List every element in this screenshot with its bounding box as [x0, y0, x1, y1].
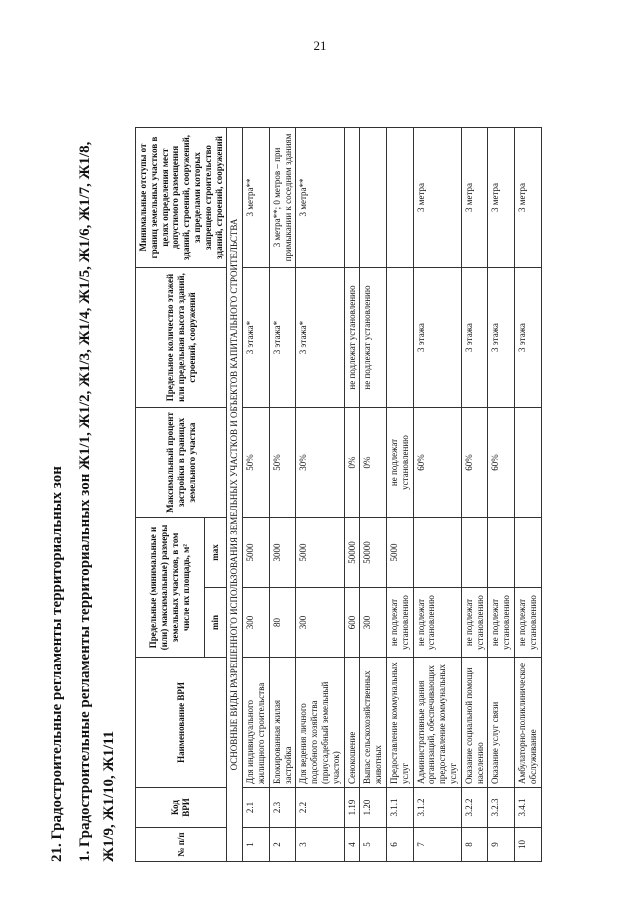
- cell-percent: 0%: [360, 408, 387, 518]
- cell-setback: 3 метра: [514, 128, 541, 268]
- table-row: [461, 128, 488, 862]
- col-name: Наименование ВРИ: [136, 658, 227, 788]
- cell-percent: 50%: [243, 408, 270, 518]
- cell-floors: 3 этажа: [413, 268, 461, 408]
- cell-floors: не подлежат установлению: [344, 268, 360, 408]
- cell-percent: 60%: [488, 408, 515, 518]
- section-title: ОСНОВНЫЕ ВИДЫ РАЗРЕШЕННОГО ИСПОЛЬЗОВАНИЯ ЗЕМЕЛЬНЫХ УЧАСТКОВ И ОБЪЕКТОВ КАПИТАЛЬНОГО СТРОИТЕЛЬСТВА: [227, 128, 243, 862]
- col-min: min: [204, 588, 227, 658]
- cell-setback: 3 метра**: [243, 128, 270, 268]
- cell-min: 300: [360, 588, 387, 658]
- cell-name: Выпас сельскохозяйственных животных: [360, 658, 387, 788]
- cell-floors: 3 этажа*: [269, 268, 296, 408]
- cell-code: 2.3: [269, 788, 296, 828]
- cell-name: Оказание услуг связи: [488, 658, 515, 788]
- cell-name: Для индивидуального жилищного строительства: [243, 658, 270, 788]
- table-row: [488, 128, 515, 862]
- table-row: [344, 128, 360, 862]
- cell-code: 3.2.3: [488, 788, 515, 828]
- rotated-page-content: [25, 62, 615, 862]
- cell-floors: 3 этажа: [461, 268, 488, 408]
- cell-percent: 30%: [296, 408, 344, 518]
- cell-setback: [360, 128, 387, 268]
- table-row: [269, 128, 296, 862]
- cell-num: 9: [488, 828, 515, 862]
- cell-name: Сенокошение: [344, 658, 360, 788]
- cell-max: [488, 518, 515, 588]
- cell-num: 1: [243, 828, 270, 862]
- col-floors: Предельное количество этажей или предельная высота зданий, строений, сооружений: [136, 268, 227, 408]
- cell-floors: [386, 268, 413, 408]
- table-row: [360, 128, 387, 862]
- cell-min: не подлежат установлению: [488, 588, 515, 658]
- cell-max: 50000: [344, 518, 360, 588]
- cell-setback: 3 метра: [413, 128, 461, 268]
- cell-code: 2.2: [296, 788, 344, 828]
- subsection-heading: 1. Градостроительные регламенты территориальных зон Ж1/1, Ж1/2, Ж1/3, Ж1/4, Ж1/5, Ж1/6, Ж1/7, Ж1/8,: [77, 141, 93, 862]
- cell-num: 6: [386, 828, 413, 862]
- cell-setback: 3 метра**: [296, 128, 344, 268]
- cell-num: 2: [269, 828, 296, 862]
- cell-floors: 3 этажа: [514, 268, 541, 408]
- cell-setback: [386, 128, 413, 268]
- col-percent: Максимальный процент застройки в границах земельного участка: [136, 408, 227, 518]
- cell-max: 3000: [269, 518, 296, 588]
- cell-num: 4: [344, 828, 360, 862]
- cell-max: [514, 518, 541, 588]
- headings: [25, 62, 115, 862]
- cell-floors: 3 этажа*: [296, 268, 344, 408]
- cell-max: 50000: [360, 518, 387, 588]
- cell-floors: 3 этажа*: [243, 268, 270, 408]
- cell-name: Предоставление коммунальных услуг: [386, 658, 413, 788]
- cell-min: 600: [344, 588, 360, 658]
- cell-code: 2.1: [243, 788, 270, 828]
- cell-percent: 0%: [344, 408, 360, 518]
- cell-min: 300: [243, 588, 270, 658]
- cell-floors: не подлежат установлению: [360, 268, 387, 408]
- cell-setback: 3 метра**; 0 метров – при примыкании к соседним зданиям: [269, 128, 296, 268]
- col-size: Предельные (минимальные и (или) максимальные) размеры земельных участков, в том числе их площадь, м²: [136, 518, 205, 658]
- col-setback: Минимальные отступы от границ земельных участков в целях определения мест допустимого размещения зданий, строений, сооружений, за пределами которых запрещено строительство зданий, строений, сооружений: [136, 128, 227, 268]
- cell-code: 1.20: [360, 788, 387, 828]
- cell-name: Оказание социальной помощи населению: [461, 658, 488, 788]
- cell-min: не подлежат установлению: [386, 588, 413, 658]
- cell-num: 7: [413, 828, 461, 862]
- cell-name: Амбулаторно-поликлиническое обслуживание: [514, 658, 541, 788]
- cell-num: 10: [514, 828, 541, 862]
- cell-min: не подлежат установлению: [413, 588, 461, 658]
- cell-percent: 60%: [461, 408, 488, 518]
- cell-num: 3: [296, 828, 344, 862]
- section-heading: 21. Градостроительные регламенты территориальных зон: [49, 466, 65, 862]
- cell-code: 1.19: [344, 788, 360, 828]
- cell-code: 3.4.1: [514, 788, 541, 828]
- cell-max: 5000: [386, 518, 413, 588]
- cell-name: Для ведения личного подсобного хозяйства (приусадебный земельный участок): [296, 658, 344, 788]
- table-row: [514, 128, 541, 862]
- cell-setback: 3 метра: [461, 128, 488, 268]
- col-num: № п/п: [136, 828, 227, 862]
- cell-setback: [344, 128, 360, 268]
- cell-max: 5000: [243, 518, 270, 588]
- cell-max: 5000: [296, 518, 344, 588]
- cell-percent: 50%: [269, 408, 296, 518]
- col-max: max: [204, 518, 227, 588]
- cell-code: 3.1.1: [386, 788, 413, 828]
- cell-min: не подлежат установлению: [514, 588, 541, 658]
- cell-max: [461, 518, 488, 588]
- cell-num: 5: [360, 828, 387, 862]
- cell-percent: 60%: [413, 408, 461, 518]
- cell-name: Блокированная жилая застройка: [269, 658, 296, 788]
- subsection-heading-cont: Ж1/9, Ж1/10, Ж1/11: [101, 730, 117, 862]
- table-row: [243, 128, 270, 862]
- cell-percent: [514, 408, 541, 518]
- table-row: [413, 128, 461, 862]
- cell-num: 8: [461, 828, 488, 862]
- cell-max: [413, 518, 461, 588]
- table-row: [386, 128, 413, 862]
- cell-name: Административные здания организаций, обеспечивающих предоставление коммунальных услуг: [413, 658, 461, 788]
- cell-min: 300: [296, 588, 344, 658]
- cell-code: 3.2.2: [461, 788, 488, 828]
- page-number: 21: [313, 38, 327, 53]
- cell-min: не подлежат установлению: [461, 588, 488, 658]
- table-row: [296, 128, 344, 862]
- cell-percent: не подлежат установлению: [386, 408, 413, 518]
- cell-min: 80: [269, 588, 296, 658]
- cell-floors: 3 этажа: [488, 268, 515, 408]
- cell-setback: 3 метра: [488, 128, 515, 268]
- cell-code: 3.1.2: [413, 788, 461, 828]
- regulations-table: [135, 127, 542, 862]
- col-code: Код ВРИ: [136, 788, 227, 828]
